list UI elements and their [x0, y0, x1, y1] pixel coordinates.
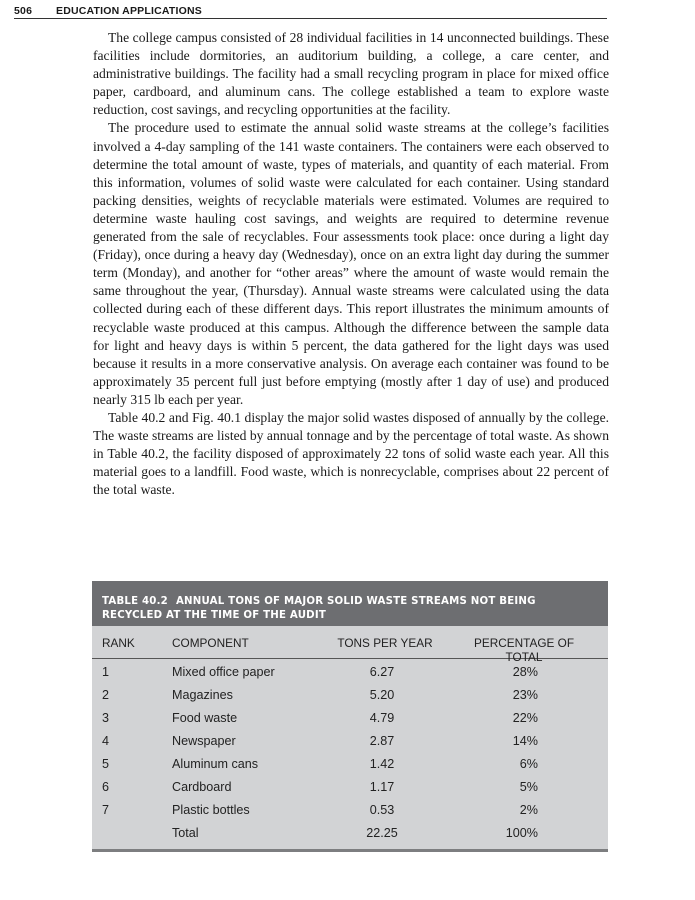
percentage-cell: 28%: [512, 665, 538, 679]
tons-cell: 0.53: [369, 803, 395, 817]
paragraph: Table 40.2 and Fig. 40.1 display the major solid wastes disposed of annually by the college. The waste streams are listed by annual tonnage and by the percentage of total waste. As shown in Table 40.2, the facility disposed of approximately 22 tons of solid waste each year. All this material goes to a landfill. Food waste, which is nonrecyclable, comprises about 22 percent of the total waste.: [93, 409, 609, 498]
tons-cell: 1.42: [369, 757, 395, 771]
tons-cell: 6.27: [369, 665, 395, 679]
body-text: [93, 29, 609, 499]
tons-cell: 2.87: [369, 734, 395, 748]
table-row: [92, 754, 608, 777]
data-table: [92, 581, 608, 852]
table-row: [92, 800, 608, 823]
table-row: [92, 777, 608, 800]
percentage-cell: 6%: [519, 757, 538, 771]
rank-cell: 3: [102, 711, 110, 725]
tons-cell: 5.20: [369, 688, 395, 702]
paragraph: The college campus consisted of 28 individual facilities in 14 unconnected buildings. These facilities include dormitories, an auditorium building, a college, a care center, and administrative buildings. The facility had a small recycling program in place for mixed office paper, cardboard, and aluminum cans. The college established a team to explore waste reduction, cost savings, and recycling opportunities at the facility.: [93, 30, 609, 118]
component-cell: Plastic bottles: [172, 803, 250, 817]
component-cell: Magazines: [172, 688, 233, 702]
table-row: [92, 708, 608, 731]
tons-cell: 1.17: [369, 780, 395, 794]
table-total-row: [92, 823, 608, 846]
percentage-cell: 22%: [512, 711, 538, 725]
table-body: [92, 659, 608, 846]
component-cell: Cardboard: [172, 780, 232, 794]
rank-cell: 7: [102, 803, 110, 817]
column-header-tons: TONS PER YEAR: [337, 636, 433, 650]
paragraph: The procedure used to estimate the annual solid waste streams at the college’s facilities involved a 4-day sampling of the 141 waste containers. The containers were each observed to determine the total amount of waste, types of materials, and quantity of each material. From this information, volumes of solid waste were calculated for each container. Using standard packing densities, weights of recyclable materials were estimated. Volumes are required to determine waste hauling cost savings, and weights are required to determine revenue generated from the sale of recyclables. Four assessments took place: once during a light day (Friday), once during a heavy day (Wednesday), once on an extra light day during the summer term (Monday), and another for “other areas” where the amount of waste would remain the same throughout the year, (Thursday). Annual waste streams were calculated using the data collected during each of these different days. This report illustrates the minimum amounts of recyclable waste produced at this campus. Although the difference between the sample data for light and heavy days is within 5 percent, the data gathered for the light days was used because it results in a more conservative analysis. On average each container was found to be approximately 35 percent full just before emptying (mostly after 1 day of use) and produced nearly 315 lb each per year.: [93, 120, 609, 407]
component-cell: Food waste: [172, 711, 238, 725]
table-caption: [92, 581, 608, 626]
component-cell: Newspaper: [172, 734, 236, 748]
total-label: Total: [172, 826, 199, 840]
table-row: [92, 685, 608, 708]
page-number: 506: [14, 5, 33, 17]
column-header-percentage: PERCENTAGE OF TOTAL: [473, 636, 575, 664]
table-row: [92, 731, 608, 754]
rank-cell: 5: [102, 757, 110, 771]
rank-cell: 4: [102, 734, 110, 748]
percentage-cell: 14%: [512, 734, 538, 748]
rank-cell: 6: [102, 780, 110, 794]
tons-cell: 4.79: [369, 711, 395, 725]
table-header-row: [92, 626, 608, 664]
column-header-component: COMPONENT: [172, 636, 249, 650]
running-title: EDUCATION APPLICATIONS: [56, 5, 202, 17]
table-row: [92, 662, 608, 685]
total-tons-cell: 22.25: [366, 826, 398, 840]
rank-cell: 2: [102, 688, 110, 702]
running-header: [14, 4, 607, 19]
component-cell: Aluminum cans: [172, 757, 259, 771]
percentage-cell: 23%: [512, 688, 538, 702]
total-percentage-cell: 100%: [505, 826, 538, 840]
percentage-cell: 5%: [519, 780, 538, 794]
component-cell: Mixed office paper: [172, 665, 275, 679]
table-number: TABLE 40.2: [102, 596, 168, 607]
table-title: ANNUAL TONS OF MAJOR SOLID WASTE STREAMS NOT BEING RECYCLED AT THE TIME OF THE AUDIT: [102, 596, 536, 621]
percentage-cell: 2%: [519, 803, 538, 817]
rank-cell: 1: [102, 665, 110, 679]
column-header-rank: RANK: [102, 636, 135, 650]
